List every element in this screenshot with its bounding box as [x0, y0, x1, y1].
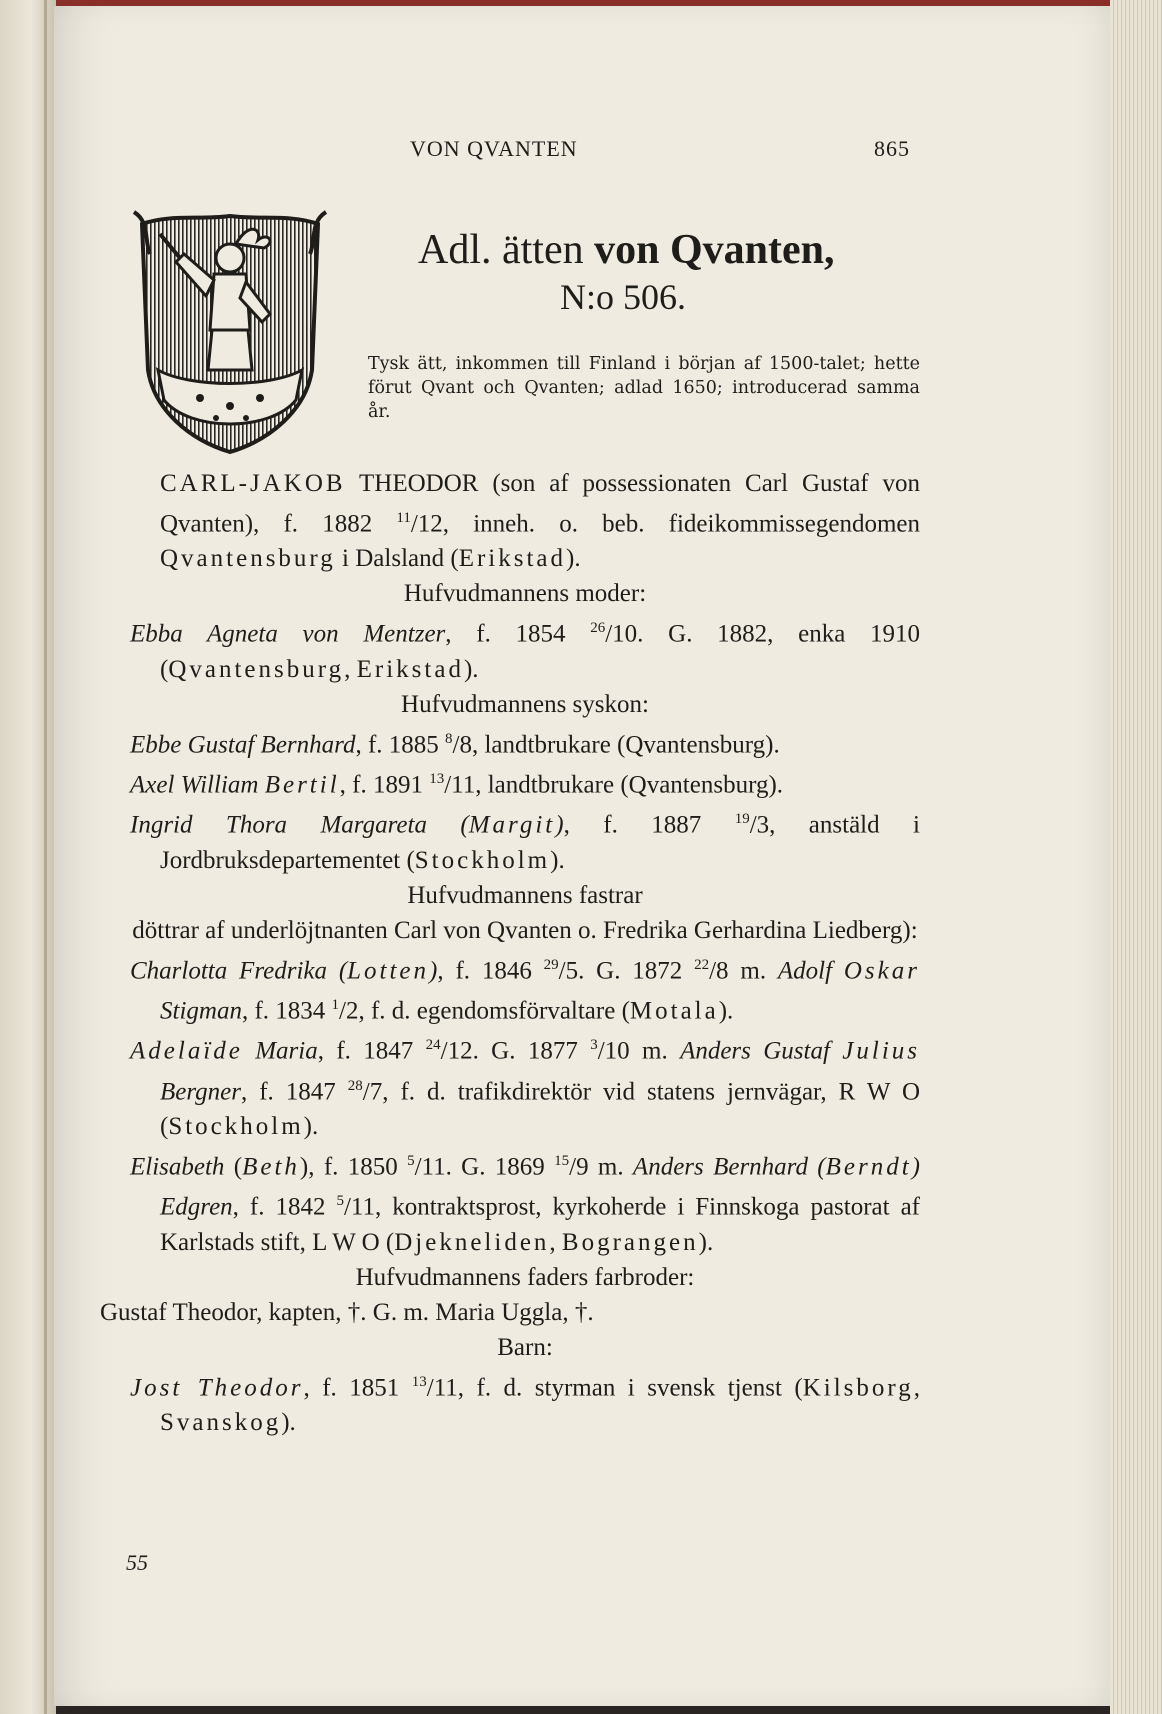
person-entry — [130, 722, 920, 762]
entry-text-segment: Stockholm — [414, 846, 551, 874]
section-heading: Barn: — [497, 1333, 553, 1361]
entry-text-segment: Erikstad — [458, 545, 567, 573]
entry-text-segment: /11, kontraktsprost, kyrkoherde i Finnskoga pastorat af Karlstads stift, L W O ( — [160, 1193, 920, 1256]
entry-text-segment: ), f. 1850 — [299, 1153, 408, 1181]
entry-text-segment: Erikstad — [356, 655, 464, 683]
family-number: N:o 506. — [560, 277, 686, 317]
entry-text-segment: /10. G. 1882, enka 1910 ( — [160, 620, 921, 683]
entry-text-segment: Gustaf Theodor, kapten, †. G. m. Maria Uggla, †. — [100, 1298, 594, 1326]
entry-text-segment: /8 m. — [709, 956, 778, 984]
person-entry — [130, 466, 920, 576]
entry-text-segment: Charlotta Fredrika ( — [130, 956, 348, 984]
entry-text-segment: Axel William — [130, 771, 265, 799]
entry-text-segment: /11, landtbrukare (Qvantensburg). — [444, 771, 784, 799]
left-page-edge — [0, 0, 56, 1714]
entry-text-segment: , f. 1847 — [241, 1077, 348, 1105]
entry-text-segment: ). — [550, 846, 565, 874]
entry-text-segment: CARL-JAKOB — [160, 470, 346, 497]
entry-text-segment: 3 — [590, 1037, 598, 1054]
entry-text-segment: /3, anstäld i Jordbruksdepartementet ( — [160, 811, 920, 874]
entry-text-segment: /11, f. d. styrman i svensk tjenst ( — [426, 1373, 803, 1401]
entry-text-segment: 29 — [543, 956, 559, 973]
entry-text-segment: ). — [281, 1408, 296, 1436]
entry-text-segment: Margit — [468, 811, 556, 839]
entry-text-segment: ). — [698, 1228, 714, 1256]
entry-text-segment: , — [913, 1373, 921, 1401]
printer-signature: 55 — [126, 1550, 148, 1575]
entry-text-segment: Kilsborg — [802, 1373, 914, 1401]
section-heading: döttrar af underlöjtnanten Carl von Qvanten o. Fredrika Gerhardina Liedberg): — [132, 916, 918, 944]
section-heading: Hufvudmannens syskon: — [401, 690, 649, 718]
entry-text-segment: /10 m. — [597, 1037, 681, 1065]
entry-text-segment: Elisabeth — [130, 1153, 225, 1181]
entry-text-segment: 13 — [429, 770, 445, 787]
entry-text-segment: Anders Gustaf — [680, 1037, 843, 1065]
entry-text-segment: ) Edgren — [160, 1153, 920, 1221]
person-entry — [130, 611, 920, 686]
entry-text-segment: 24 — [425, 1037, 441, 1054]
entry-text-segment: /9 m. — [569, 1153, 633, 1181]
genealogy-text — [100, 466, 921, 1440]
entry-text-segment: ). — [463, 655, 479, 683]
entry-text-segment: Svanskog — [160, 1408, 282, 1436]
entry-text-segment: 13 — [411, 1373, 427, 1390]
entry-text-segment: , — [549, 1228, 562, 1256]
entry-text-segment: Beth — [242, 1153, 300, 1181]
entry-text-segment: i Dalsland ( — [335, 545, 459, 573]
entry-text-segment: , f. 1885 — [355, 730, 446, 758]
entry-text-segment: ) — [555, 811, 564, 839]
entry-text-segment: 11 — [396, 510, 411, 526]
entry-text-segment: /7, f. d. trafikdirektör vid statens jernvägar, R W O ( — [160, 1077, 921, 1140]
entry-text-segment: /8, landtbrukare (Qvantensburg). — [452, 730, 780, 758]
running-head-title: VON QVANTEN — [410, 136, 578, 161]
person-entry — [130, 762, 920, 802]
entry-text-segment: Lotten — [347, 956, 430, 984]
entry-text-segment: 8 — [445, 730, 453, 747]
entry-text-segment: Bograngen — [561, 1228, 699, 1256]
entry-text-segment: Bergner — [160, 1077, 241, 1105]
section-heading: Hufvudmannens fastrar — [407, 881, 643, 909]
entry-text-segment: Qvantensburg — [160, 545, 336, 573]
entry-text-segment: THEODOR (son af possessionaten Carl Gustaf von Qvanten), f. 1882 — [160, 470, 920, 538]
entry-text-segment: 26 — [590, 620, 606, 637]
entry-text-segment: ) — [429, 956, 438, 984]
entry-text-segment: Jost Theodor — [130, 1373, 304, 1401]
entry-text-segment: , f. 1842 — [232, 1193, 337, 1221]
section-heading: Hufvudmannens moder: — [403, 580, 647, 608]
entry-text-segment: ). — [566, 545, 581, 573]
entry-text-segment: /2, f. d. egendomsförvaltare ( — [339, 997, 630, 1025]
entry-text-segment: Ebbe Gustaf Bernhard — [130, 730, 356, 758]
person-entry — [130, 1365, 920, 1440]
entry-text-segment: Maria — [242, 1037, 318, 1065]
entry-text-segment: Bertil — [264, 771, 340, 799]
person-entry — [130, 1144, 920, 1260]
entry-text-segment: Motala — [629, 997, 719, 1025]
entry-text-segment: /12. G. 1877 — [440, 1037, 591, 1065]
entry-text-segment: , f. 1847 — [317, 1037, 426, 1065]
entry-text-segment: Djekneliden — [394, 1228, 550, 1256]
entry-text-segment: Adelaïde — [130, 1037, 243, 1065]
coat-of-arms-knight-icon — [130, 210, 330, 460]
person-entry — [130, 948, 920, 1029]
entry-text-segment: , f. 1846 — [437, 956, 544, 984]
page-number: 865 — [874, 136, 910, 161]
entry-text-segment: 5 — [407, 1152, 415, 1169]
family-title-name: von Qvanten, — [594, 227, 835, 273]
entry-text-segment: 28 — [347, 1077, 363, 1094]
entry-text-segment: 5 — [336, 1193, 344, 1210]
page-stack-edge — [1110, 0, 1162, 1714]
person-entry — [130, 1028, 920, 1144]
entry-text-segment: Adolf — [777, 956, 844, 984]
entry-text-segment: /11. G. 1869 — [414, 1153, 555, 1181]
entry-text-segment: Ingrid Thora Margareta ( — [130, 811, 469, 839]
entry-text-segment: Stockholm — [168, 1112, 304, 1140]
entry-text-segment: , f. 1834 — [241, 997, 332, 1025]
entry-text-segment: Oskar — [843, 956, 920, 984]
family-title — [418, 226, 918, 274]
entry-text-segment: /5. G. 1872 — [558, 956, 695, 984]
section-heading: Hufvudmannens faders farbroder: — [355, 1263, 695, 1291]
entry-text-segment: , f. 1891 — [339, 771, 430, 799]
entry-text-segment: 19 — [734, 811, 750, 828]
entry-text-segment: , f. 1887 — [563, 811, 735, 839]
person-entry — [130, 802, 920, 877]
entry-text-segment: 1 — [331, 996, 340, 1013]
entry-text-segment: , — [344, 655, 357, 683]
entry-text-segment: 22 — [694, 956, 710, 973]
entry-text-segment: ( — [224, 1153, 243, 1181]
entry-text-segment: Qvantensburg — [168, 655, 345, 683]
entry-text-segment: , f. 1854 — [445, 620, 591, 648]
entry-text-segment: Julius — [842, 1037, 920, 1065]
entry-text-segment: Anders Bernhard ( — [632, 1153, 826, 1181]
family-origin-note: Tysk ätt, inkommen till Finland i början af 1500-talet; hette förut Qvant och Qvanten; adlad 1650; introducerad samma år. — [368, 354, 920, 422]
entry-text-segment: 15 — [554, 1152, 570, 1169]
entry-text-segment: ). — [718, 997, 734, 1025]
entry-text-segment: Berndt — [825, 1153, 912, 1181]
entry-text-segment: Ebba Agneta von Mentzer — [130, 620, 446, 648]
family-title-prefix: Adl. ätten — [418, 227, 584, 273]
entry-text-segment: ). — [303, 1112, 319, 1140]
entry-text-segment: Stigman — [160, 997, 242, 1025]
entry-text-segment: , f. 1851 — [303, 1373, 412, 1401]
entry-text-segment: /12, inneh. o. beb. fideikommissegendomen — [410, 510, 920, 538]
person-entry — [100, 1295, 920, 1330]
